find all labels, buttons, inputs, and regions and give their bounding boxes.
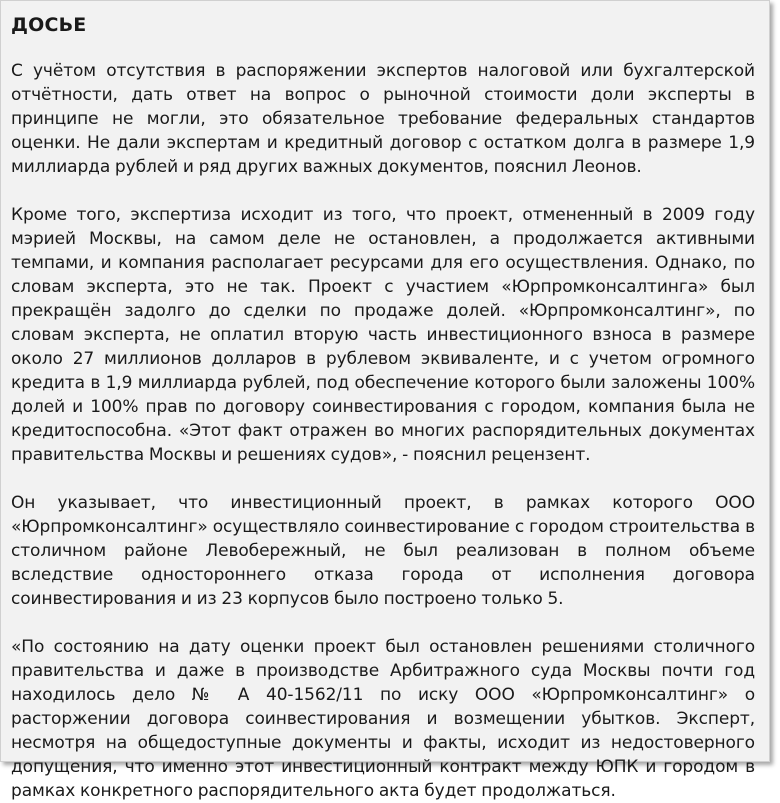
article-paragraph: Кроме того, экспертиза исходит из того, что проект, отмененный в 2009 году мэрией Москвы, на самом деле не остановлен, а продолжается активными темпами, и компания располагает ресурсами для его осуществления. Однако, по словам эксперта, это не так. Проект с участием «Юрпромконсалтинга» был прекращён задолго до сделки по продаже долей. «Юрпромконсалтинг», по словам эксперта, не оплатил вторую часть инвестиционного взноса в размере около 27 миллионов долларов в рублевом эквиваленте, и с учетом огромного кредита в 1,9 миллиарда рублей, под обеспечение которого были заложены 100% долей и 100% прав по договору соинвестирования с городом, компания была не кредитоспособна. «Этот факт отражен во многих распорядительных документах правительства Москвы и решениях судов», - пояснил рецензент. — [11, 205, 755, 465]
article-paragraph: С учётом отсутствия в распоряжении экспертов налоговой или бухгалтерской отчётности, дать ответ на вопрос о рыночной стоимости доли эксперты в принципе не могли, это обязательное требование федеральных стандартов оценки. Не дали экспертам и кредитный договор с остатком долга в размере 1,9 миллиарда рублей и ряд других важных документов, пояснил Леонов. — [11, 61, 755, 177]
article-content — [1, 1, 769, 803]
article-paragraph: «По состоянию на дату оценки проект был остановлен решениями столичного правительства и даже в производстве Арбитражного суда Москвы почти год находилось дело № А 40-1562/11 по иску ООО «Юрпромконсалтинг» о расторжении договора соинвестирования и возмещении убытков. Эксперт, несмотря на общедоступные документы и факты, исходит из недостоверного допущения, что именно этот инвестиционный контракт между ЮПК и городом в рамках конкретного распорядительного акта будет продолжаться. — [11, 637, 755, 801]
article-paragraph: Он указывает, что инвестиционный проект, в рамках которого ООО «Юрпромконсалтинг» осуществляло соинвестирование с городом строительства в столичном районе Левобережный, не был реализован в полном объеме вследствие одностороннего отказа города от исполнения договора соинвестирования и из 23 корпусов было построено только 5. — [11, 493, 755, 609]
article-heading: ДОСЬЕ — [11, 14, 87, 36]
